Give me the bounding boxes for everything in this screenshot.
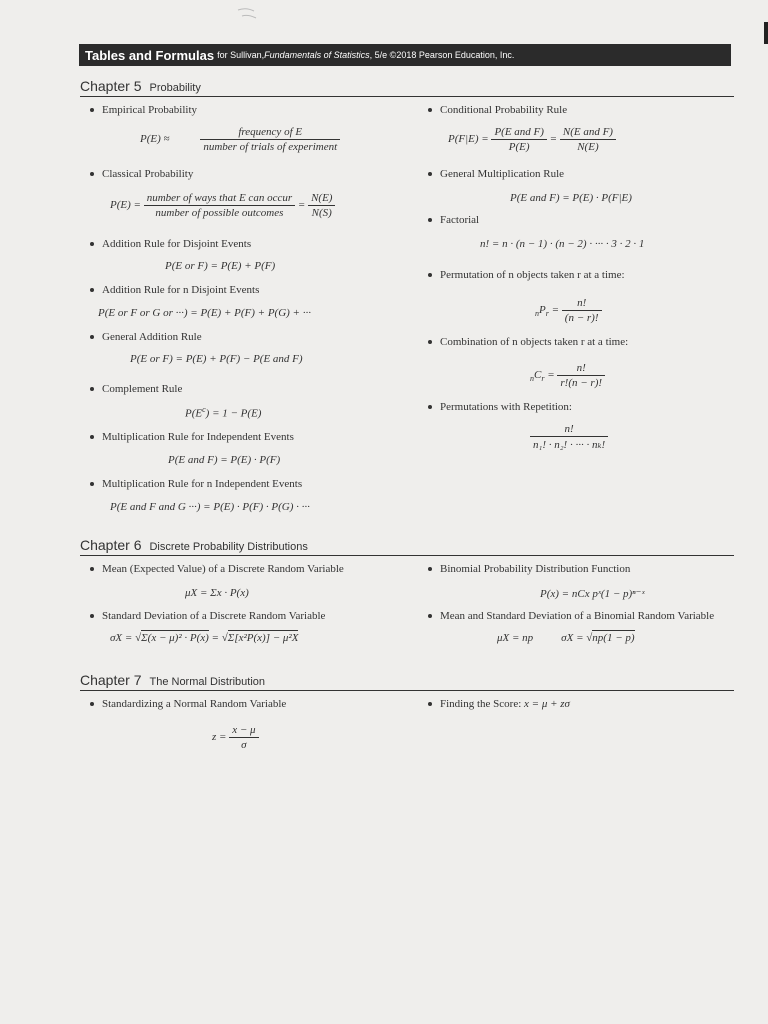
finding-score-label: Finding the Score: x = μ + zσ [428,698,570,710]
header-edition: , 5/e ©2018 Pearson Education, Inc. [369,50,515,60]
pen-scratch-mark [236,6,258,20]
header-title: Tables and Formulas [85,47,215,63]
header-for: for Sullivan, [217,50,265,60]
discrete-stdev-formula: σX = √Σ(x − μ)² · P(x) = √Σ[x²P(x)] − μ²X [110,632,299,644]
addition-rule-disjoint-label: Addition Rule for Disjoint Events [90,238,251,250]
permutations-repetition-formula: $\frac{n!}{\text{n₁! · n₂! · ··· · nₖ!}}$ [530,423,608,451]
multiplication-rule-independent-formula: P(E and F) = P(E) · P(F) [168,454,281,466]
classical-probability-formula: P(E) = $\frac{\text{number of ways that E can occur}}{\text{number of possible outcomes}}$ = $\frac{N(E)}{N(S)}$ [110,192,335,219]
discrete-mean-label: Mean (Expected Value) of a Discrete Random Variable [90,563,344,575]
factorial-formula: n! = n · (n − 1) · (n − 2) · ··· · 3 · 2 · 1 [480,238,645,250]
addition-rule-disjoint-formula: P(E or F) = P(E) + P(F) [165,260,276,272]
combination-label: Combination of n objects taken r at a time: [428,336,628,348]
binomial-mean-sd-label: Mean and Standard Deviation of a Binomial Random Variable [428,610,714,622]
complement-rule-formula: $P(E^c) = 1 - P(E)$ [185,405,262,420]
multiplication-rule-n-independent-label: Multiplication Rule for n Independent Events [90,478,302,490]
permutations-repetition-label: Permutations with Repetition: [428,401,572,413]
standardize-formula: z = $\frac{x - \mu}{\sigma}$ [212,724,259,751]
classical-probability-label: Classical Probability [90,168,193,180]
header-book: Fundamentals of Statistics [264,50,370,60]
empirical-probability-label: Empirical Probability [90,104,197,116]
combination-formula: $_nC_r$ = $\frac{n!}{r!(n - r)!}$ [530,362,605,389]
general-addition-rule-label: General Addition Rule [90,331,202,343]
binomial-mean-sd-formula: μX = np σX = √np(1 − p) [497,632,635,644]
permutation-label: Permutation of n objects taken r at a time: [428,269,625,281]
complement-rule-label: Complement Rule [90,383,182,395]
general-multiplication-rule-label: General Multiplication Rule [428,168,564,180]
binomial-pdf-formula: P(x) = nCx pˣ(1 − p)ⁿ⁻ˣ [540,588,645,600]
chapter-5-heading: Chapter 5 Probability [80,78,734,97]
chapter-6-heading: Chapter 6 Discrete Probability Distributions [80,537,734,556]
general-multiplication-rule-formula: P(E and F) = P(E) · P(F|E) [510,192,632,204]
binomial-pdf-label: Binomial Probability Distribution Function [428,563,630,575]
chapter-7-heading: Chapter 7 The Normal Distribution [80,672,734,691]
multiplication-rule-independent-label: Multiplication Rule for Independent Events [90,431,294,443]
multiplication-rule-n-independent-formula: P(E and F and G ···) = P(E) · P(F) · P(G) · ··· [110,501,310,513]
addition-rule-n-disjoint-label: Addition Rule for n Disjoint Events [90,284,259,296]
conditional-probability-label: Conditional Probability Rule [428,104,567,116]
standardize-label: Standardizing a Normal Random Variable [90,698,286,710]
empirical-probability-formula: P(E) ≈ $\frac{\text{frequency of E}}{\text{number of trials of experiment}}$ [140,126,340,153]
discrete-mean-formula: μX = Σx · P(x) [185,587,249,599]
permutation-formula: $_nP_r$ = $\frac{n!}{(n - r)!}$ [535,297,602,324]
general-addition-rule-formula: P(E or F) = P(E) + P(F) − P(E and F) [130,353,303,365]
conditional-probability-formula: P(F|E) = $\frac{\text{P(E and F)}}{P(E)}$ = $\frac{\text{N(E and F)}}{N(E)}$ [448,126,616,153]
header-banner [79,44,731,66]
factorial-label: Factorial [428,214,479,226]
discrete-stdev-label: Standard Deviation of a Discrete Random Variable [90,610,325,622]
scan-edge-mark [764,22,768,44]
addition-rule-n-disjoint-formula: P(E or F or G or ···) = P(E) + P(F) + P(G) + ··· [98,307,311,319]
